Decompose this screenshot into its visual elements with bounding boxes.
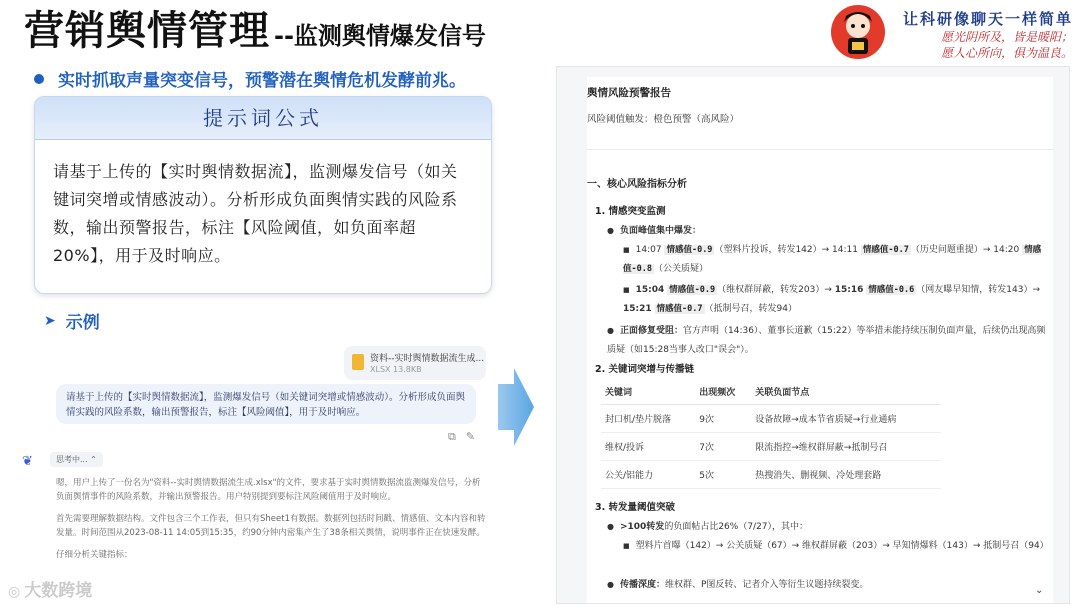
table-cell: 热搜消失、删视频、冷处理套路 xyxy=(751,461,941,489)
file-name: 资料--实时舆情数据流生成... xyxy=(370,354,485,364)
slogan-line-2: 愿光阴所及，皆是暖阳； xyxy=(940,30,1073,44)
bullet-square: ■ xyxy=(623,542,630,550)
list-item-label: >100转发 xyxy=(619,522,665,532)
bot-paragraph: 仔细分析关键指标： xyxy=(56,550,133,560)
prompt-formula-card xyxy=(34,96,492,294)
table-row xyxy=(601,433,941,461)
arrow-right-icon: ➤ xyxy=(44,312,56,329)
table-cell: 封口机/垫片脱落 xyxy=(601,405,695,433)
list-item-label: 传播深度： xyxy=(619,580,665,590)
report-content[interactable] xyxy=(587,77,1053,603)
watermark-logo-icon: ◎ xyxy=(8,584,21,600)
file-icon xyxy=(352,354,364,370)
divider xyxy=(587,149,1053,150)
arrow-right-icon xyxy=(498,368,534,446)
subsection-heading: 3. 转发量阈值突破 xyxy=(595,502,676,513)
list-item-text: 维权群、P图反转、记者介入等衍生议题持续裂变。 xyxy=(665,580,869,590)
list-item xyxy=(623,537,1051,556)
message-actions xyxy=(438,430,475,444)
list-item-label: 负面峰值集中爆发： xyxy=(619,226,701,236)
slogan-line-1: 让科研像聊天一样简单 xyxy=(902,10,1073,28)
table-header: 出现频次 xyxy=(695,379,751,405)
list-item-text: 的负面帖占比26%（7/27），其中： xyxy=(664,522,809,532)
example-heading xyxy=(44,308,100,333)
bot-avatar-icon: ❦ xyxy=(22,454,33,469)
list-item xyxy=(607,321,1051,360)
table-cell: 9次 xyxy=(695,405,751,433)
key-point-text: 实时抓取声量突变信号，预警潜在舆情危机发酵前兆。 xyxy=(58,71,466,91)
scroll-down-icon[interactable]: ⌄ xyxy=(1035,585,1044,596)
key-point xyxy=(34,66,466,91)
report-panel xyxy=(556,66,1070,604)
bullet-dot: ● xyxy=(607,326,614,335)
prompt-card-heading: 提示词公式 xyxy=(35,97,491,140)
page-title-group xyxy=(24,6,486,56)
bullet-square: ■ xyxy=(623,286,630,294)
section-heading: 一、核心风险指标分析 xyxy=(587,179,687,190)
bullet-dot: ● xyxy=(607,580,614,589)
report-threshold: 风险阈值触发：橙色预警（高风险） xyxy=(587,114,740,125)
bullet-dot: ● xyxy=(607,226,614,235)
edit-icon[interactable]: ✎ xyxy=(465,430,476,443)
list-item xyxy=(607,517,808,537)
thinking-toggle[interactable]: 思考中... ⌃ xyxy=(50,452,103,467)
table-row xyxy=(601,461,941,489)
table-cell: 限流指控→维权群屏蔽→抵制号召 xyxy=(751,433,941,461)
watermark xyxy=(8,576,92,601)
slogan-line-3: 愿人心所向，俱为温良。 xyxy=(940,46,1073,60)
user-message: 请基于上传的【实时舆情数据流】，监测爆发信号（如关键词突增或情感波动）。分析形成负面舆情实践的风险系数，输出预警报告，标注【风险阈值】，用于及时响应。 xyxy=(56,384,476,424)
table-cell: 7次 xyxy=(695,433,751,461)
watermark-text: 大数跨境 xyxy=(24,581,93,601)
table-header: 关联负面节点 xyxy=(751,379,941,405)
page-subtitle: --监测舆情爆发信号 xyxy=(274,22,486,50)
page-title: 营销舆情管理 xyxy=(24,8,270,54)
list-item: ■ 14:07 情感值-0.9 （塑料片投诉，转发142）→ 14:11 情感值-0.7 （历史问题重提）→ 14:20 情感值-0.8 （公关质疑） xyxy=(623,245,1042,274)
file-meta: XLSX 13.8KB xyxy=(370,365,422,374)
table-header-row xyxy=(601,379,941,405)
mascot-logo xyxy=(822,2,894,62)
table-header: 关键词 xyxy=(601,379,695,405)
list-item xyxy=(607,575,868,595)
table-cell: 5次 xyxy=(695,461,751,489)
prompt-card-body: 请基于上传的【实时舆情数据流】，监测爆发信号（如关键词突增或情感波动）。分析形成负面舆情实践的风险系数，输出预警报告，标注【风险阈值，如负面率超20%】，用于及时响应。 xyxy=(53,162,458,265)
list-item-text: 塑料片首曝（142）→ 公关质疑（67）→ 维权群屏蔽（203）→ 早知情爆料（143）→ 抵制号召（94） xyxy=(635,541,1049,551)
bullet-dot xyxy=(34,74,44,84)
subsection-heading: 2. 关键词突增与传播链 xyxy=(595,364,695,375)
chat-example-panel xyxy=(18,340,494,602)
table-cell: 公关/铝能力 xyxy=(601,461,695,489)
subsection-heading: 1. 情感突变监测 xyxy=(595,206,666,217)
table-row xyxy=(601,405,941,433)
uploaded-file-chip[interactable] xyxy=(344,346,486,380)
table-cell: 维权/投诉 xyxy=(601,433,695,461)
example-label: 示例 xyxy=(65,313,100,333)
bot-response xyxy=(56,476,486,570)
bullet-dot: ● xyxy=(607,522,614,531)
list-item xyxy=(607,221,701,241)
bullet-square: ■ xyxy=(623,246,630,254)
slogan xyxy=(898,8,1073,61)
bot-paragraph: 首先需要理解数据结构。文件包含三个工作表，但只有Sheet1有数据。数据列包括时间戳、情感值、文本内容和转发量。时间范围从2023-08-11 14:05到15:35，约90分钟内密集产生了38条相关舆情，说明事件正在快速发酵。 xyxy=(56,514,486,538)
report-title: 舆情风险预警报告 xyxy=(587,87,671,99)
list-item-label: 正面修复受阻： xyxy=(619,326,683,336)
keyword-table xyxy=(601,379,941,489)
table-cell: 设备故障→成本节省质疑→行业通病 xyxy=(751,405,941,433)
copy-icon[interactable]: ⧉ xyxy=(448,430,456,443)
list-item-text: 官方声明（14:36）、董事长道歉（15:22）等举措未能持续压制负面声量，后续仍出现高频质疑（如15:28当事人改口"误会"）。 xyxy=(607,326,1046,355)
bot-paragraph: 嗯，用户上传了一份名为"资料--实时舆情数据流生成.xlsx"的文件，要求基于实时舆情数据流监测爆发信号，分析负面舆情事件的风险系数，并输出预警报告。用户特别提到要标注风险阈值用于及时响应。 xyxy=(56,478,481,502)
list-item: ■ 15:04 情感值-0.9 （维权群屏蔽，转发203）→ 15:16 情感值-0.6 （网友曝早知情，转发143）→ 15:21 情感值-0.7 （抵制号召，转发94） xyxy=(623,285,1041,314)
